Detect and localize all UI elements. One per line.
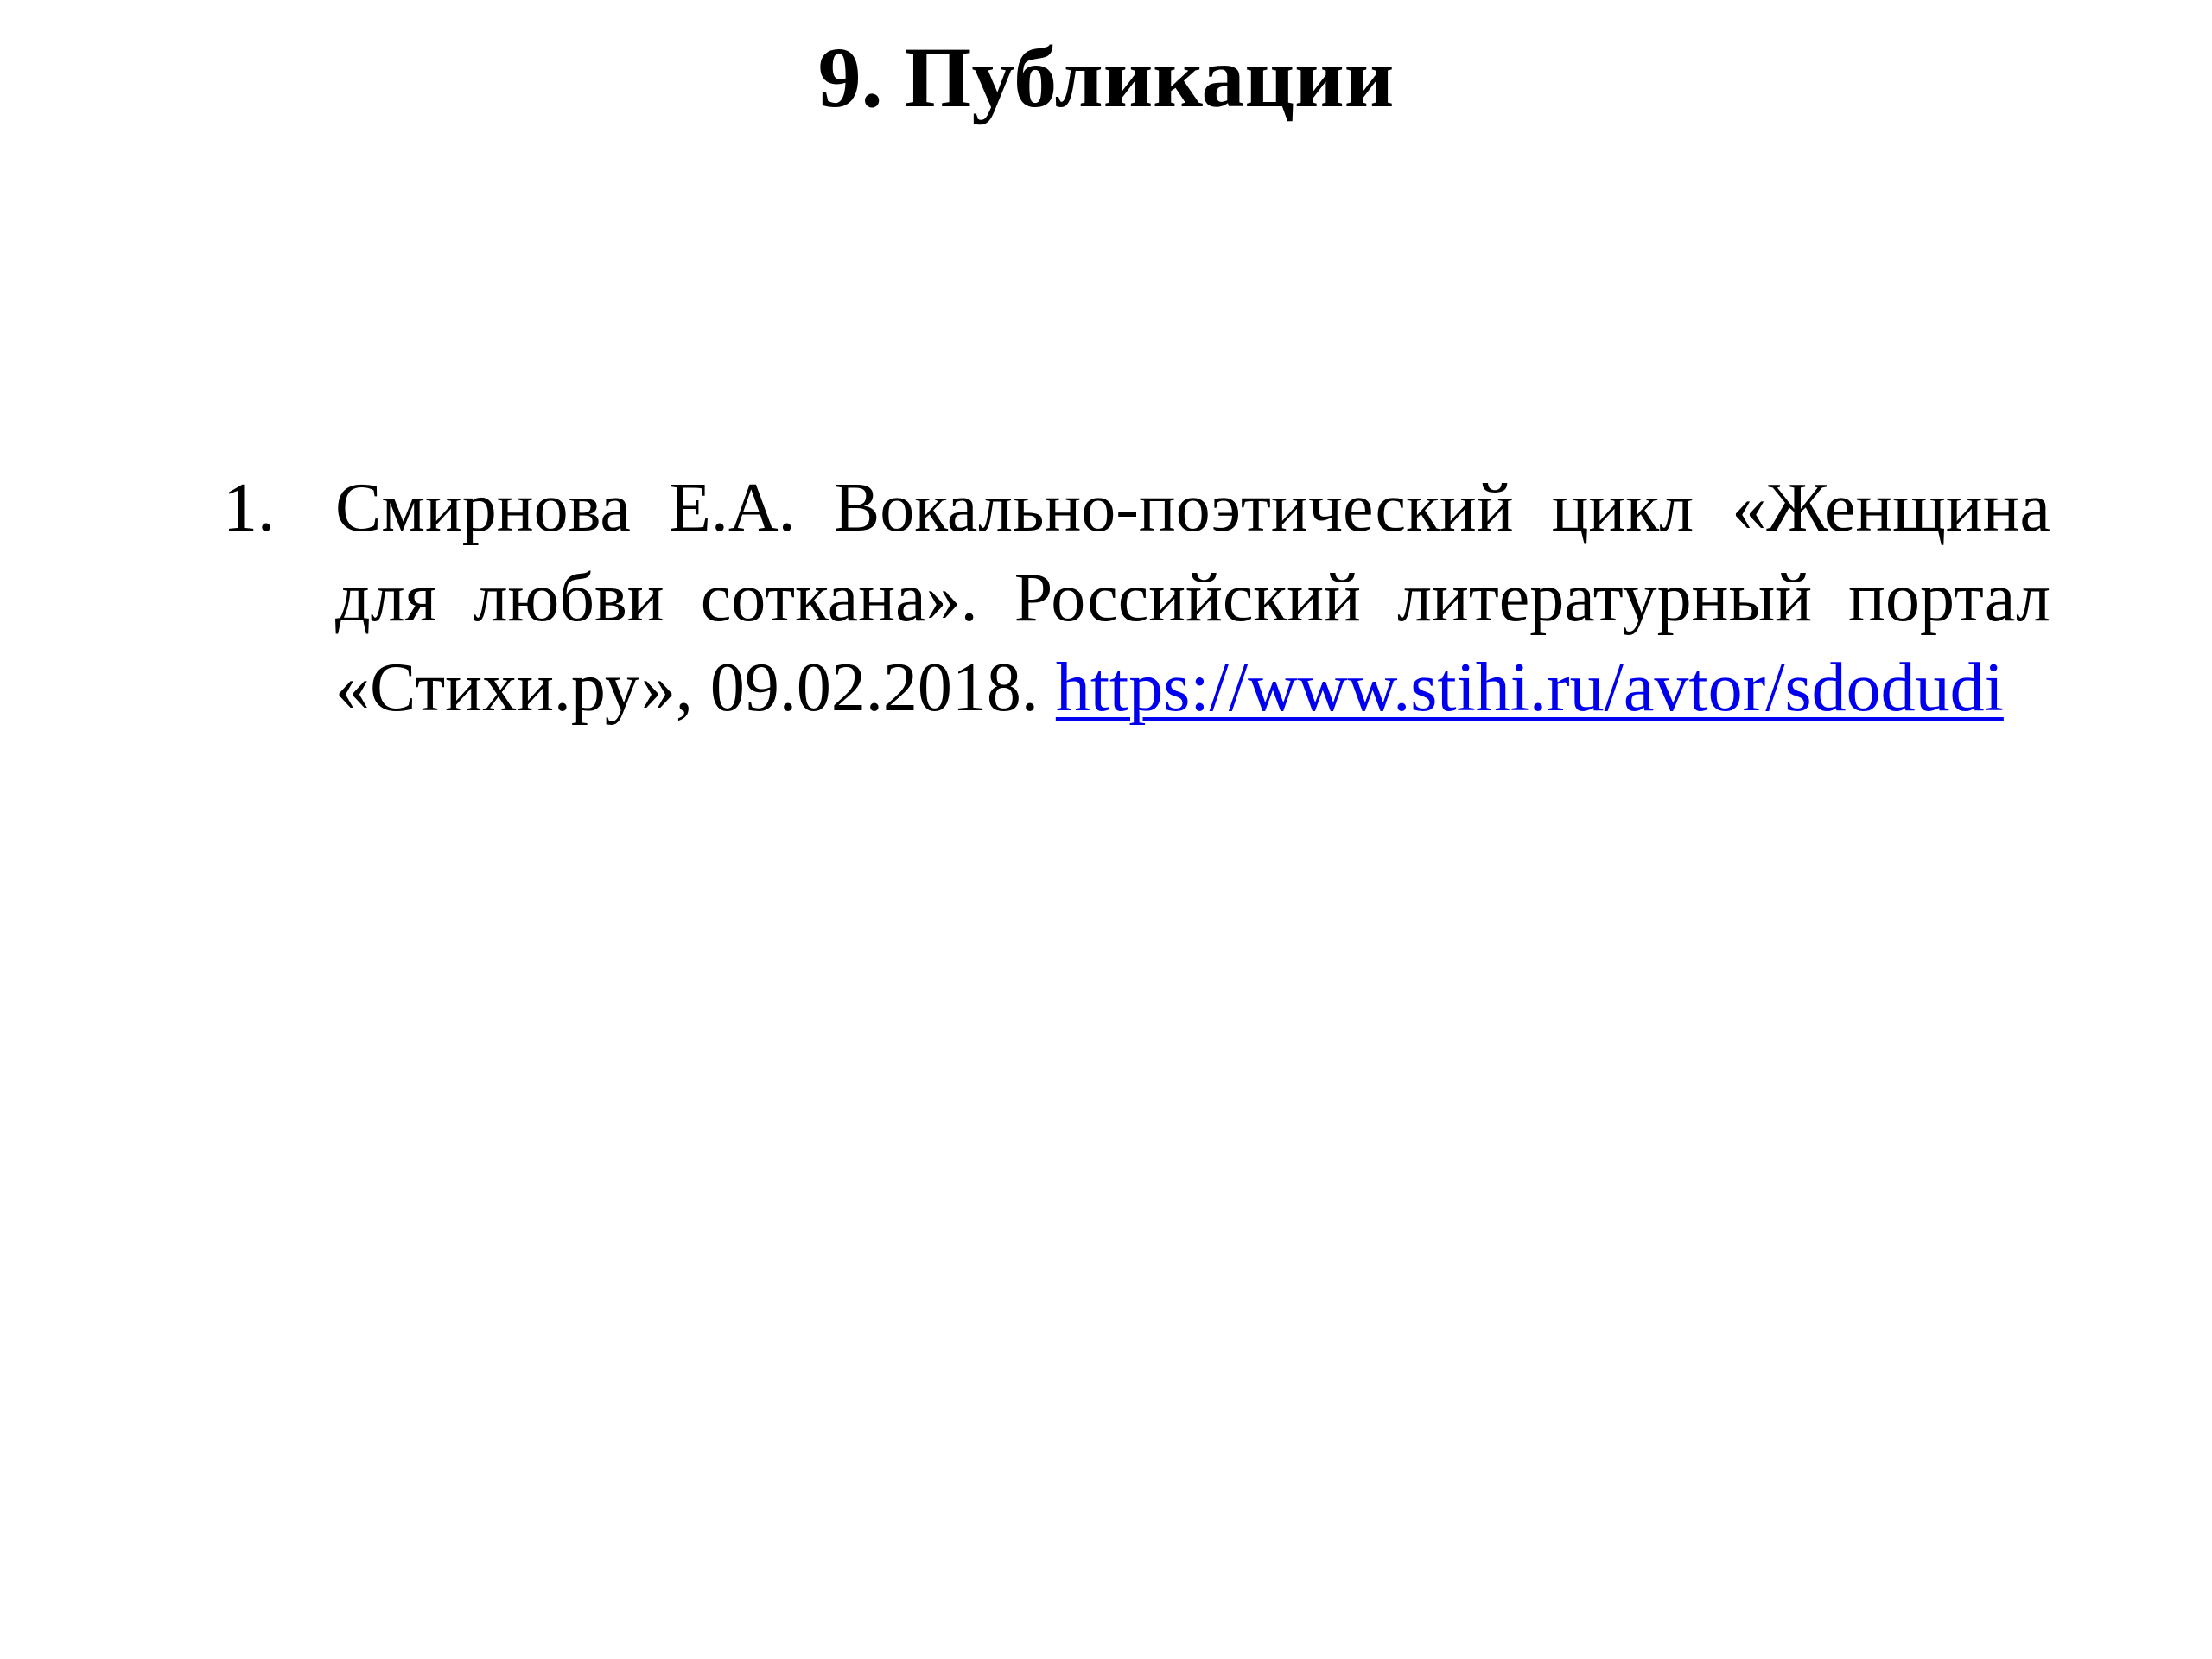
page-title: 9. Публикации [817, 29, 1395, 125]
publication-citation: Смирнова Е.А. Вокально-поэтический цикл «Женщина для любви соткана». Российский литературный портал «Стихи.ру», 09.02.2018. [335, 470, 2050, 726]
publication-item [223, 463, 2050, 733]
publication-number: 1. [223, 470, 275, 546]
publications-list [223, 463, 2050, 733]
publication-link[interactable]: https://www.stihi.ru/avtor/sdodudi [1055, 650, 2004, 726]
publication-text [335, 463, 2050, 733]
